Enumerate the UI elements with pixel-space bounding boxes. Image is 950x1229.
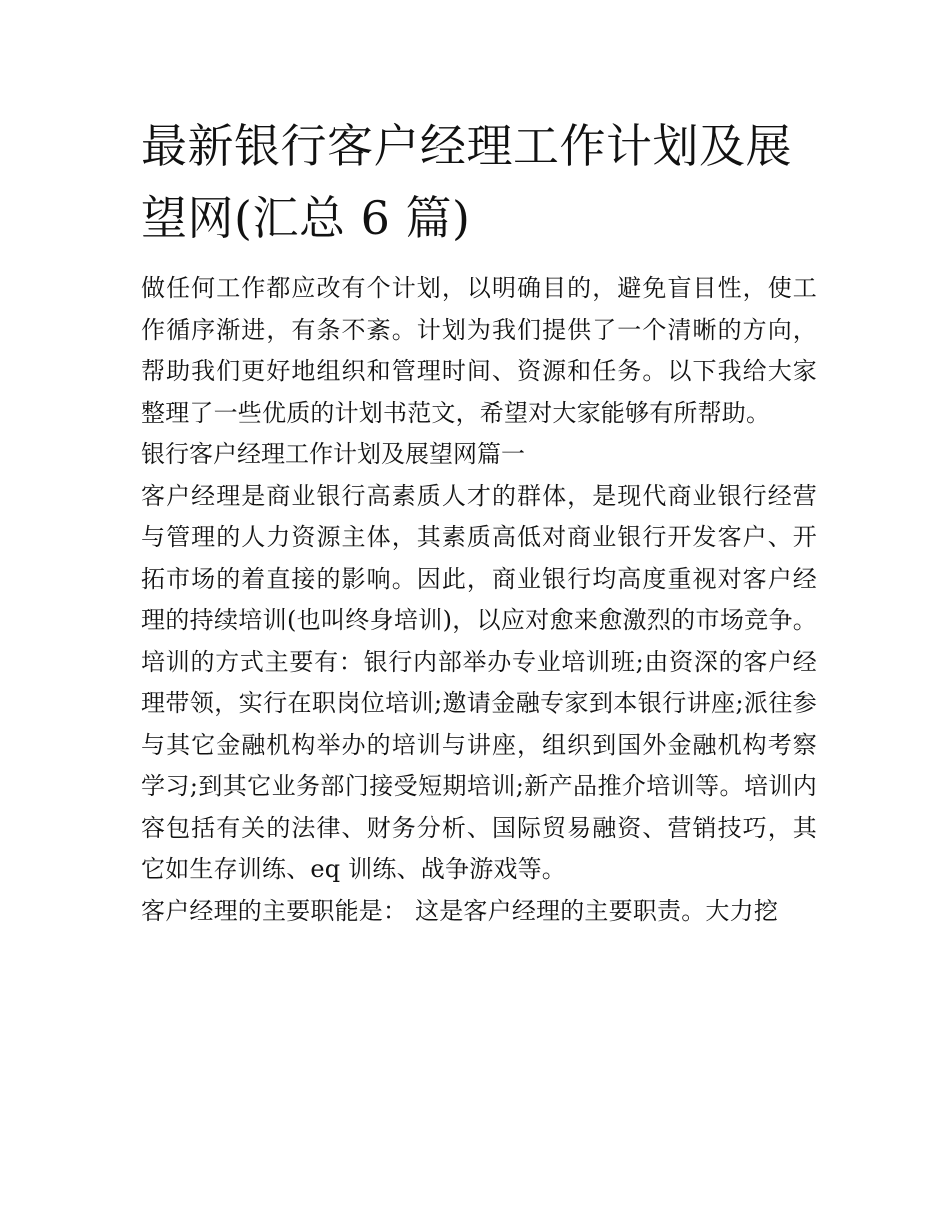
intro-paragraph: 做任何工作都应改有个计划，以明确目的，避免盲目性，使工作循序渐进，有条不紊。计划为我们提供了一个清晰的方向，帮助我们更好地组织和管理时间、资源和任务。以下我给大家整理了一些优质的计划书范文，希望对大家能够有所帮助。	[141, 274, 817, 427]
body-paragraph-2: 客户经理的主要职能是： 这是客户经理的主要职责。大力挖	[141, 896, 779, 925]
document-body	[141, 110, 817, 932]
body-paragraph-1: 客户经理是商业银行高素质人才的群体，是现代商业银行经营与管理的人力资源主体，其素质高低对商业银行开发客户、开拓市场的着直接的影响。因此，商业银行均高度重视对客户经理的持续培训(也叫终身培训)，以应对愈来愈激烈的市场竞争。培训的方式主要有：银行内部举办专业培训班;由资深的客户经理带领，实行在职岗位培训;邀请金融专家到本银行讲座;派往参与其它金融机构举办的培训与讲座，组织到国外金融机构考察学习;到其它业务部门接受短期培训;新产品推介培训等。培训内容包括有关的法律、财务分析、国际贸易融资、营销技巧，其它如生存训练、eq 训练、战争游戏等。	[141, 481, 817, 883]
section-heading: 银行客户经理工作计划及展望网篇一	[141, 440, 525, 468]
document-title: 最新银行客户经理工作计划及展望网(汇总 6 篇)	[141, 119, 792, 245]
